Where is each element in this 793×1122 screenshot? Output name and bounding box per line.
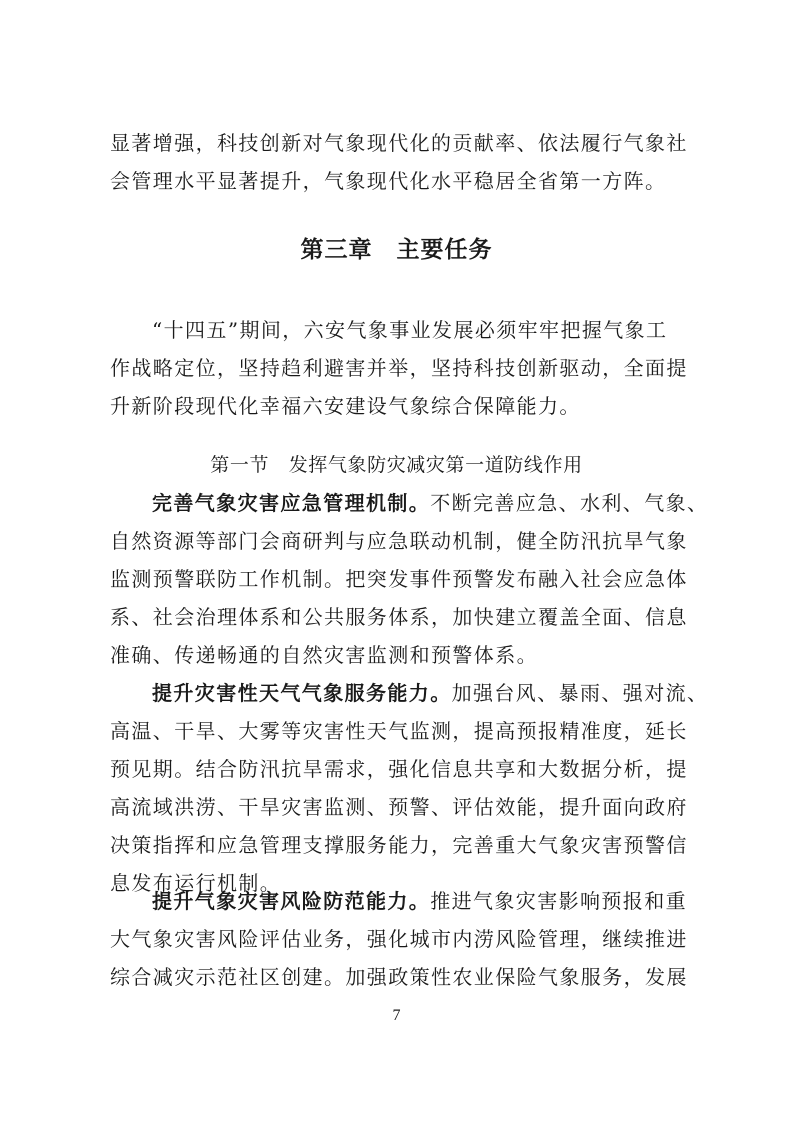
text-line [110,484,709,522]
text-line: 显著增强，科技创新对气象现代化的贡献率、依法履行气象社 [110,131,688,155]
text-line: 自然资源等部门会商研判与应急联动机制，健全防汛抗旱气象 [110,529,688,553]
text-line: 会管理水平显著提升，气象现代化水平稳居全省第一方阵。 [110,169,667,193]
paragraph-text: 推进气象灾害影响预报和重 [430,889,688,913]
paragraph-text: 不断完善应急、水利、气象、 [430,491,709,515]
text-line [110,674,709,712]
text-line: 大气象灾害风险评估业务，强化城市内涝风险管理，继续推进 [110,927,688,951]
text-line: 升新阶段现代化幸福六安建设气象综合保障能力。 [110,394,581,418]
text-line: 作战略定位，坚持趋利避害并举，坚持科技创新驱动，全面提 [110,356,688,380]
paragraph-risk-prevention [110,882,690,996]
chapter-title: 第三章 主要任务 [300,237,493,263]
text-line: 综合减灾示范社区创建。加强政策性农业保险气象服务，发展 [110,965,688,989]
section-title: 第一节 发挥气象防灾减灾第一道防线作用 [210,454,583,476]
paragraph-lead: 完善气象灾害应急管理机制。 [152,491,431,515]
paragraph-weather-service [110,674,709,902]
paragraph-text: 加强台风、暴雨、强对流、 [451,681,709,705]
text-line [110,882,690,920]
paragraph-lead: 提升气象灾害风险防范能力。 [152,889,431,913]
text-line: 高流域洪涝、干旱灾害监测、预警、评估效能，提升面向政府 [110,795,688,819]
intro-paragraph [110,124,690,200]
text-line: 息发布运行机制。 [110,871,282,895]
text-line: 决策指挥和应急管理支撑服务能力，完善重大气象灾害预警信 [110,833,688,857]
text-line: 系、社会治理体系和公共服务体系，加快建立覆盖全面、信息 [110,605,688,629]
paragraph-emergency-management [110,484,709,674]
text-line: 高温、干旱、大雾等灾害性天气监测，提高预报精准度，延长 [110,719,688,743]
text-line: 监测预警联防工作机制。把突发事件预警发布融入社会应急体 [110,567,688,591]
text-line: 准确、传递畅通的自然灾害监测和预警体系。 [110,643,538,667]
page-number: 7 [392,1007,401,1024]
text-line: “十四五”期间，六安气象事业发展必须牢牢把握气象工 [152,318,668,342]
paragraph-lead: 提升灾害性天气气象服务能力。 [152,681,452,705]
text-line: 预见期。结合防汛抗旱需求，强化信息共享和大数据分析，提 [110,757,688,781]
chapter-intro-paragraph [110,311,690,425]
